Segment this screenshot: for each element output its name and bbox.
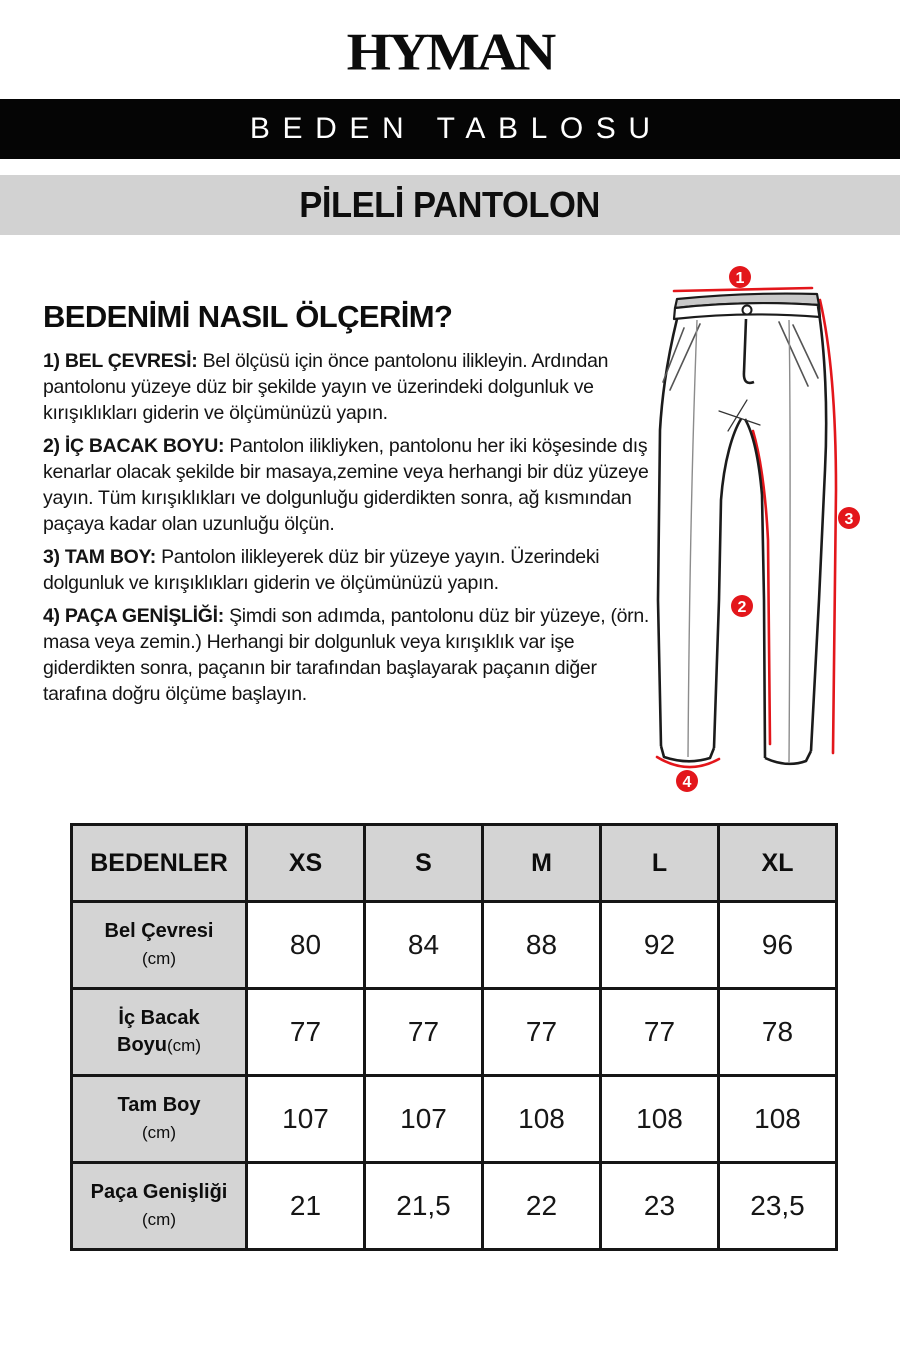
cell-paca-m: 22: [483, 1163, 601, 1250]
cell-paca-l: 23: [601, 1163, 719, 1250]
cell-paca-xl: 23,5: [719, 1163, 837, 1250]
table-row-ic-bacak: [72, 989, 837, 1076]
col-header-s: S: [365, 825, 483, 902]
col-header-xl: XL: [719, 825, 837, 902]
pants-outline: [658, 294, 826, 764]
cell-icbacak-l: 77: [601, 989, 719, 1076]
step-4-text: Şimdi son adımda, pantolonu düz bir yüzeye, (örn. masa veya zemin.) Herhangi bir dolgunluk veya kırışıklık var işe giderdikten sonra, paçanın bir tarafından başlayarak paçanın diğer tarafına doğru ölçüme başlayın.: [43, 605, 650, 705]
table-row-tam-boy: [72, 1076, 837, 1163]
waist-button: [743, 306, 752, 315]
right-hem: [765, 751, 811, 764]
right-pocket-line: [793, 325, 818, 378]
cell-icbacak-xl: 78: [719, 989, 837, 1076]
cell-bel-m: 88: [483, 902, 601, 989]
step-3-text: Pantolon ilikleyerek düz bir yüzeye yayın. Üzerindeki dolgunluk ve kırışıklıkları giderin ve ölçümünüzü yapın.: [43, 546, 600, 594]
product-name: PİLELİ PANTOLON: [299, 184, 601, 225]
table-row-paca-genisligi: [72, 1163, 837, 1250]
cell-tamboy-l: 108: [601, 1076, 719, 1163]
measure-badge-1: [729, 266, 751, 288]
step-4-label: 4) PAÇA GENİŞLİĞİ:: [43, 605, 224, 627]
step-1-text: Bel ölçüsü için önce pantolonu ilikleyin. Ardından pantolonu yüzeye düz bir şekilde yayın ve üzerindeki dolgunluk ve kırışıklıkları giderin ve ölçümünüzü yapın.: [43, 350, 609, 424]
cell-bel-xl: 96: [719, 902, 837, 989]
left-outer-seam: [658, 319, 677, 746]
size-table: [70, 823, 838, 1251]
size-table-header-row: [72, 825, 837, 902]
cell-tamboy-xs: 107: [247, 1076, 365, 1163]
cell-bel-xs: 80: [247, 902, 365, 989]
right-outer-seam: [811, 306, 826, 751]
cell-bel-l: 92: [601, 902, 719, 989]
measuring-instructions: [43, 299, 661, 714]
step-3-label: 3) TAM BOY:: [43, 546, 156, 568]
right-pocket-line-2: [779, 322, 808, 386]
step-1-label: 1) BEL ÇEVRESİ:: [43, 350, 198, 372]
right-crease-line: [789, 320, 790, 763]
row-label-tam-boy: Tam Boy (cm): [72, 1076, 247, 1163]
instruction-step-1: [43, 348, 661, 426]
step-2-text: Pantolon ilikliyken, pantolonu her iki köşesinde dış kenarlar olacak şekilde bir masaya,zemine veya herhangi bir düz yüzeye yayın. Tüm kırışıklıkları ve dolgunluğu giderdikten sonra, ağ kısmından paçaya kadar olan uzunluğu ölçün.: [43, 435, 649, 535]
left-crease-line: [688, 320, 697, 757]
badge-1-number: 1: [735, 270, 745, 287]
col-header-bedenler: BEDENLER: [72, 825, 247, 902]
badge-4-number: 4: [682, 774, 692, 791]
cell-tamboy-m: 108: [483, 1076, 601, 1163]
measure-badge-4: [676, 770, 698, 792]
title-bar-text: BEDEN TABLOSU: [249, 112, 663, 145]
cell-bel-s: 84: [365, 902, 483, 989]
table-row-bel-cevresi: [72, 902, 837, 989]
measure-badge-3: [838, 507, 860, 529]
product-bar: [0, 175, 900, 235]
brand-logo: HYMAN: [346, 23, 554, 82]
cell-paca-s: 21,5: [365, 1163, 483, 1250]
cell-icbacak-s: 77: [365, 989, 483, 1076]
badge-2-number: 2: [737, 599, 747, 616]
measure-badge-2: [731, 595, 753, 617]
instruction-step-4: [43, 603, 661, 707]
instruction-step-2: [43, 433, 661, 537]
row-label-ic-bacak: İç Bacak Boyu(cm): [72, 989, 247, 1076]
pants-details: [663, 322, 818, 431]
instruction-step-3: [43, 544, 661, 596]
cell-tamboy-xl: 108: [719, 1076, 837, 1163]
col-header-xs: XS: [247, 825, 365, 902]
row-label-bel-cevresi: Bel Çevresi (cm): [72, 902, 247, 989]
col-header-l: L: [601, 825, 719, 902]
fly-line: [744, 319, 754, 383]
cell-tamboy-s: 107: [365, 1076, 483, 1163]
cell-icbacak-xs: 77: [247, 989, 365, 1076]
waist-measure-line: [674, 288, 812, 291]
step-2-label: 2) İÇ BACAK BOYU:: [43, 435, 225, 457]
pants-creases: [688, 320, 790, 763]
instructions-heading: BEDENİMİ NASIL ÖLÇERİM?: [43, 299, 453, 334]
title-bar: [0, 99, 900, 159]
pants-diagram-icon: [633, 248, 878, 808]
cell-paca-xs: 21: [247, 1163, 365, 1250]
left-inner-seam: [714, 419, 741, 748]
badge-3-number: 3: [844, 511, 854, 528]
cell-icbacak-m: 77: [483, 989, 601, 1076]
row-label-paca-genisligi: Paça Genişliği (cm): [72, 1163, 247, 1250]
col-header-m: M: [483, 825, 601, 902]
